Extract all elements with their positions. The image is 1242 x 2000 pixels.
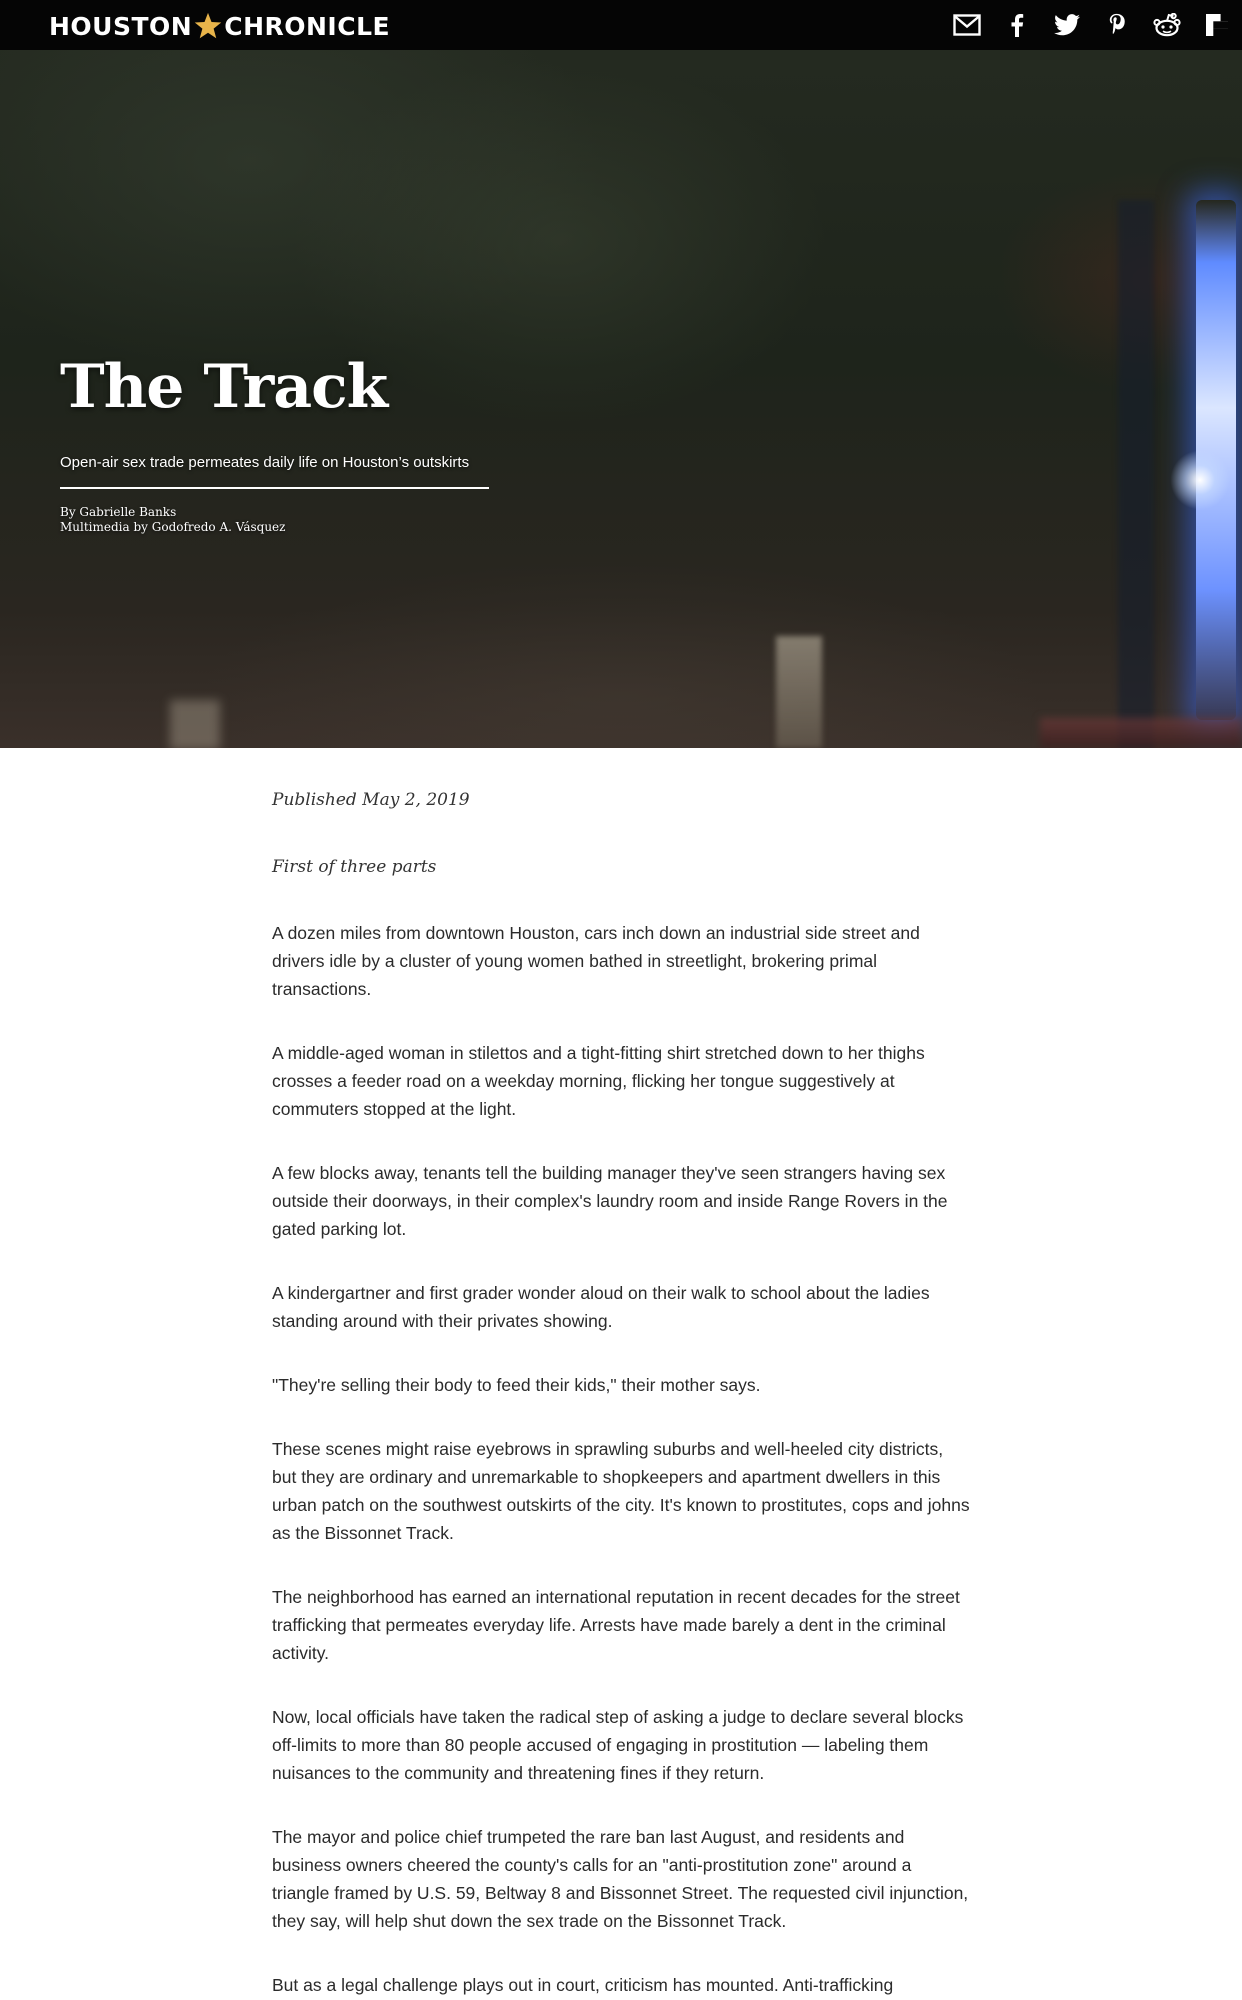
author-byline: By Gabrielle Banks: [60, 505, 177, 519]
hero-image-car: [1040, 718, 1242, 748]
share-email-button[interactable]: [942, 0, 992, 50]
published-date: Published May 2, 2019: [272, 790, 470, 810]
hero-image-post: [170, 700, 220, 748]
share-reddit-button[interactable]: [1142, 0, 1192, 50]
hero-image-post: [776, 636, 822, 748]
logo-text-houston: HOUSTON: [49, 11, 193, 41]
article-paragraph: The neighborhood has earned an international reputation in recent decades for the street trafficking that permeates everyday life. Arrests have made barely a dent in the criminal activity.: [272, 1587, 960, 1663]
article-paragraph: A middle-aged woman in stilettos and a tight-fitting shirt stretched down to her thighs crosses a feeder road on a weekday morning, flicking her tongue suggestively at commuters stopped at the light.: [272, 1043, 925, 1119]
facebook-icon: [1010, 13, 1024, 37]
top-nav-bar: [0, 0, 1242, 50]
flipboard-icon: [1206, 14, 1228, 36]
article-paragraph: A few blocks away, tenants tell the building manager they've seen strangers having sex outside their doorways, in their complex's laundry room and inside Range Rovers in the gated parking lot.: [272, 1163, 948, 1239]
article-dek: Open-air sex trade permeates daily life on Houston’s outskirts: [60, 454, 470, 471]
share-toolbar: [942, 0, 1242, 50]
article-paragraph: But as a legal challenge plays out in court, criticism has mounted. Anti-trafficking: [272, 1975, 894, 1995]
article-paragraph: "They're selling their body to feed their kids," their mother says.: [272, 1375, 761, 1395]
article-paragraph: A dozen miles from downtown Houston, cars inch down an industrial side street and drivers idle by a cluster of young women bathed in streetlight, brokering primal transactions.: [272, 923, 920, 999]
article-paragraph: The mayor and police chief trumpeted the rare ban last August, and residents and business owners cheered the county's calls for an "anti-prostitution zone" around a triangle framed by U.S. 59, Beltway 8 and Bissonnet Street. The requested civil injunction, they say, will help shut down the sex trade on the Bissonnet Track.: [272, 1827, 969, 1931]
star-icon: [193, 11, 223, 41]
byline: [60, 505, 285, 535]
hero-image-pole: [1118, 200, 1154, 748]
article-body: [272, 787, 972, 2000]
page-title: The Track: [60, 352, 388, 422]
share-pinterest-button[interactable]: [1092, 0, 1142, 50]
pinterest-icon: [1108, 13, 1126, 37]
share-twitter-button[interactable]: [1042, 0, 1092, 50]
mail-icon: [953, 14, 981, 36]
multimedia-byline: Multimedia by Godofredo A. Vásquez: [60, 520, 286, 534]
hero-section: [0, 50, 1242, 748]
houston-chronicle-logo[interactable]: [49, 9, 390, 43]
reddit-icon: [1153, 13, 1181, 37]
share-facebook-button[interactable]: [992, 0, 1042, 50]
article-paragraph: A kindergartner and first grader wonder aloud on their walk to school about the ladies standing around with their privates showing.: [272, 1283, 930, 1331]
article-paragraph: Now, local officials have taken the radical step of asking a judge to declare several blocks off-limits to more than 80 people accused of engaging in prostitution — labeling them nuisances to the community and threatening fines if they return.: [272, 1707, 964, 1783]
article-paragraph: These scenes might raise eyebrows in sprawling suburbs and well-heeled city districts, but they are ordinary and unremarkable to shopkeepers and apartment dwellers in this urban patch on the southwest outskirts of the city. It's known to prostitutes, cops and johns as the Bissonnet Track.: [272, 1439, 970, 1543]
series-part: First of three parts: [272, 857, 437, 877]
hero-image-glow: [1170, 450, 1230, 510]
share-flipboard-button[interactable]: [1192, 0, 1242, 50]
twitter-icon: [1054, 14, 1080, 36]
logo-text-chronicle: CHRONICLE: [224, 11, 391, 41]
dek-divider: [60, 487, 489, 489]
